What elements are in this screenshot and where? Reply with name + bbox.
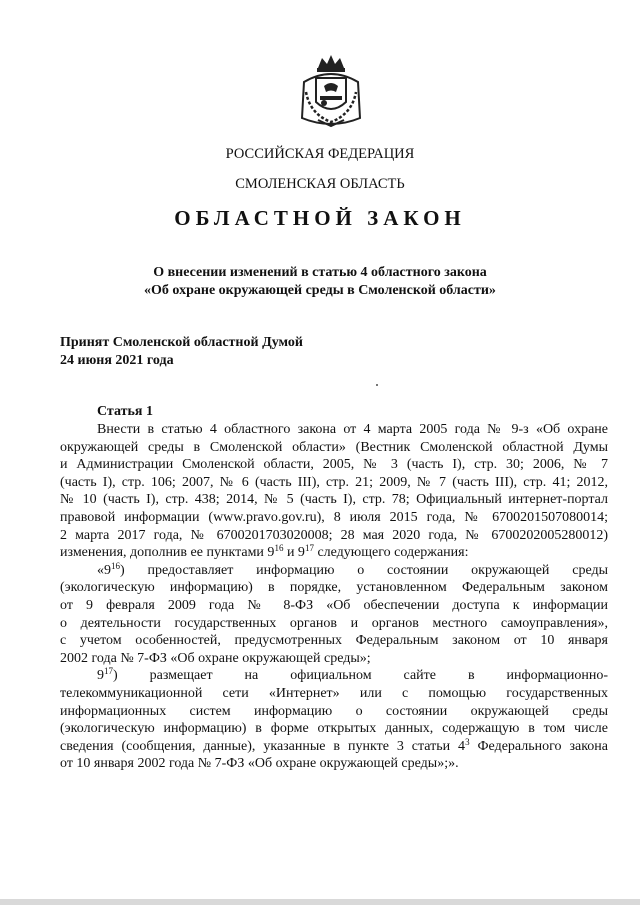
coat-of-arms-emblem bbox=[296, 52, 366, 132]
point-9-17-first-line: $9^{17}$) размещает на официальном сайте в информационно- bbox=[97, 666, 608, 684]
text-line: окружающей среды в Смоленской области» (Вестник Смоленской областной Думы bbox=[60, 439, 608, 455]
text-line: (часть I), стр. 106; 2007, № 6 (часть III), стр. 21; 2009, № 7 (часть III), стр. 41; 2012, bbox=[60, 474, 608, 490]
text-line: правовой информации (www.pravo.gov.ru), 8 июля 2015 года, № 6700201507080014; bbox=[60, 509, 608, 525]
text-line: № 10 (часть I), стр. 438; 2014, № 5 (часть I), стр. 78; Официальный интернет-портал bbox=[60, 492, 608, 508]
text-line: информационных систем информацию о состоянии окружающей среды bbox=[60, 703, 608, 719]
point-9-16-first-line: «$9^{16}$) предоставляет информацию о состоянии окружающей среды bbox=[97, 560, 608, 578]
text-line: о деятельности государственных органов и органов местного самоуправления», bbox=[60, 615, 608, 631]
law-title-line: «Об охране окружающей среды в Смоленской области» bbox=[144, 283, 496, 298]
document-type-heading: ОБЛАСТНОЙ ЗАКОН bbox=[174, 206, 466, 230]
text-line: телекоммуникационной сети «Интернет» или с помощью государственных bbox=[60, 685, 608, 701]
country-heading: РОССИЙСКАЯ ФЕДЕРАЦИЯ bbox=[225, 146, 415, 162]
region-heading: СМОЛЕНСКАЯ ОБЛАСТЬ bbox=[235, 176, 405, 192]
text-line: сведения (сообщения, данные), указанные в пункте 3 статьи $4^3$ Федерального закона bbox=[60, 736, 608, 754]
scan-speck bbox=[376, 384, 378, 386]
text-line: (экологическую информацию) в форме открытых данных, содержащую в том числе bbox=[60, 721, 608, 737]
adoption-info bbox=[60, 334, 303, 370]
article-body bbox=[60, 421, 608, 773]
text-line: от 10 января 2002 года № 7-ФЗ «Об охране окружающей среды»;». bbox=[60, 756, 459, 772]
text-line: (экологическую информацию) в порядке, установленном Федеральным законом bbox=[60, 580, 608, 596]
adoption-body: Принят Смоленской областной Думой bbox=[60, 335, 303, 350]
text-line: изменения, дополнив ее пунктами $9^{16}$ и $9^{17}$ следующего содержания: bbox=[60, 543, 469, 561]
article-heading: Статья 1 bbox=[97, 404, 153, 419]
adoption-date: 24 июня 2021 года bbox=[60, 353, 174, 368]
law-title-line: О внесении изменений в статью 4 областного закона bbox=[153, 265, 487, 280]
text-line: 2 марта 2017 года, № 6700201703020008; 28 мая 2020 года, № 6700202005280012) bbox=[60, 527, 608, 543]
law-title bbox=[0, 264, 640, 300]
text-line: и Администрации Смоленской области, 2005, № 3 (часть I), стр. 30; 2006, № 7 bbox=[60, 457, 608, 473]
text-line: 2002 года № 7-ФЗ «Об охране окружающей среды»; bbox=[60, 650, 371, 666]
text-line: от 9 февраля 2009 года № 8-ФЗ «Об обеспечении доступа к информации bbox=[60, 597, 608, 613]
text-line: с учетом особенностей, предусмотренных Федеральным законом от 10 января bbox=[60, 633, 608, 649]
page-bottom-edge bbox=[0, 899, 640, 905]
text-line: Внести в статью 4 областного закона от 4 марта 2005 года № 9-з «Об охране bbox=[97, 422, 608, 437]
